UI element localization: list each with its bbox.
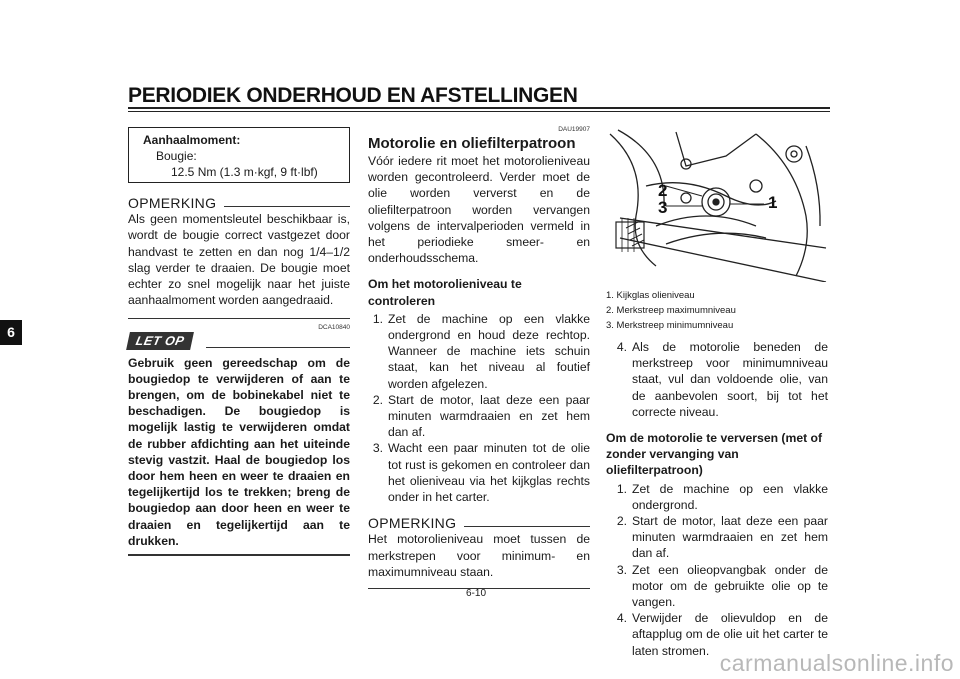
check-level-steps (368, 311, 590, 505)
caution-end-rule (128, 554, 350, 556)
caption-1: 1. Kijkglas olieniveau (606, 290, 695, 301)
check-level-subhead: Om het motorolieniveau te controleren (368, 277, 522, 308)
figure-label-1: 1 (768, 193, 778, 212)
column-left (128, 127, 350, 556)
caution-text: Gebruik geen gereedschap om de bougiedop te verwijderen of aan te brengen, om de bobinekabel niet te beschadigen. De bougiedop is mogelijk lastig te verwijderen omdat de rubber afdichting aan het uiteinde stevig vastzit. Haal de bougiedop los door hem heen en weer te draaien en tegelijkertijd los te trekken; breng de bougiedop aan door heen en weer te draaien en tegelijkertijd aan te drukken. (128, 355, 350, 548)
note-heading (368, 515, 590, 531)
section-title: Motorolie en oliefilterpatroon (368, 135, 576, 152)
figure-label-3: 3 (658, 198, 668, 217)
note-heading (128, 195, 350, 211)
note-text: Het motorolieniveau moet tussen de merkstrepen voor minimum- en maximumniveau staan. (368, 532, 590, 579)
caption-2: 2. Merkstreep maximumniveau (606, 305, 736, 316)
figure-captions (606, 288, 828, 333)
caption-3: 3. Merkstreep minimumniveau (606, 320, 734, 331)
note-text: Als geen momentsleutel beschikbaar is, wordt de bougie correct vastgezet door handvast te zetten en dan nog 1/4–1/2 slag verder te draaien. De bougie moet echter zo snel mogelijk naar het juiste aanhaalmoment worden aangedraaid. (128, 212, 350, 308)
column-right (606, 126, 828, 659)
page-number: 6-10 (466, 588, 487, 599)
change-oil-subhead: Om de motorolie te verversen (met of zonder vervanging van oliefilterpatroon) (606, 431, 823, 478)
note-rule (464, 526, 590, 527)
engine-oil-sight-glass-figure (606, 126, 828, 282)
caution-badge: LET OP (126, 332, 194, 350)
caution-rule (206, 347, 350, 348)
caution-code: DCA10840 (318, 324, 350, 332)
note-rule (224, 206, 350, 207)
note-label: OPMERKING (128, 195, 217, 211)
engine-illustration (606, 126, 828, 282)
column-middle (368, 126, 590, 589)
torque-spec-box (128, 127, 350, 183)
watermark-link[interactable]: carmanualsonline.info (719, 650, 954, 676)
list-item: 1. Zet de machine op een vlakke ondergrond. (616, 481, 828, 512)
step-4-block (606, 339, 828, 420)
torque-item: Bougie: (156, 149, 197, 164)
torque-value: 12.5 Nm (1.3 m·kgf, 9 ft·lbf) (171, 165, 318, 180)
note-end-rule (128, 318, 350, 319)
list-item: 3. Wacht een paar minuten tot de olie tot rust is gekomen en controleer dan het olieniveau via het kijkglas rechts onder in het carter. (372, 441, 590, 505)
section-intro: Vóór iedere rit moet het motorolieniveau worden gecontroleerd. Verder moet de olie worden ververst en de oliefilterpatroon worden vervangen volgens de intervalperioden vermeld in het periodieke smeer- en onderhoudsschema. (368, 154, 590, 266)
note-label: OPMERKING (368, 515, 457, 532)
page-header-title: PERIODIEK ONDERHOUD EN AFSTELLINGEN (128, 84, 578, 107)
chapter-tab: 6 (0, 320, 22, 345)
header-rule-thin (128, 111, 830, 112)
list-item: 4. Verwijder de olievuldop en de aftapplug om de olie uit het carter te laten stromen. (616, 611, 828, 658)
figure-label-2: 2 (658, 181, 668, 200)
list-item: 3. Zet een olieopvangbak onder de motor om de gebruikte olie op te vangen. (616, 562, 828, 610)
list-item: 4. Als de motorolie beneden de merkstreep voor minimumniveau staat, vul dan voldoende olie, van de aanbevolen soort, bij tot het correcte niveau. (616, 340, 828, 419)
caution-heading (128, 332, 350, 350)
section-code: DAU19907 (558, 126, 590, 133)
header-rule (128, 107, 830, 109)
list-item: 2. Start de motor, laat deze een paar minuten warmdraaien en zet hem dan af. (372, 392, 590, 440)
change-oil-steps (606, 481, 828, 659)
list-item: 1. Zet de machine op een vlakke ondergrond en houd deze rechtop. Wanneer de machine iets schuin staat, kan het niveau al foutief worden afgelezen. (372, 311, 590, 391)
list-item: 2. Start de motor, laat deze een paar minuten warmdraaien en zet hem dan af. (616, 514, 828, 561)
torque-title: Aanhaalmoment: (143, 133, 241, 147)
